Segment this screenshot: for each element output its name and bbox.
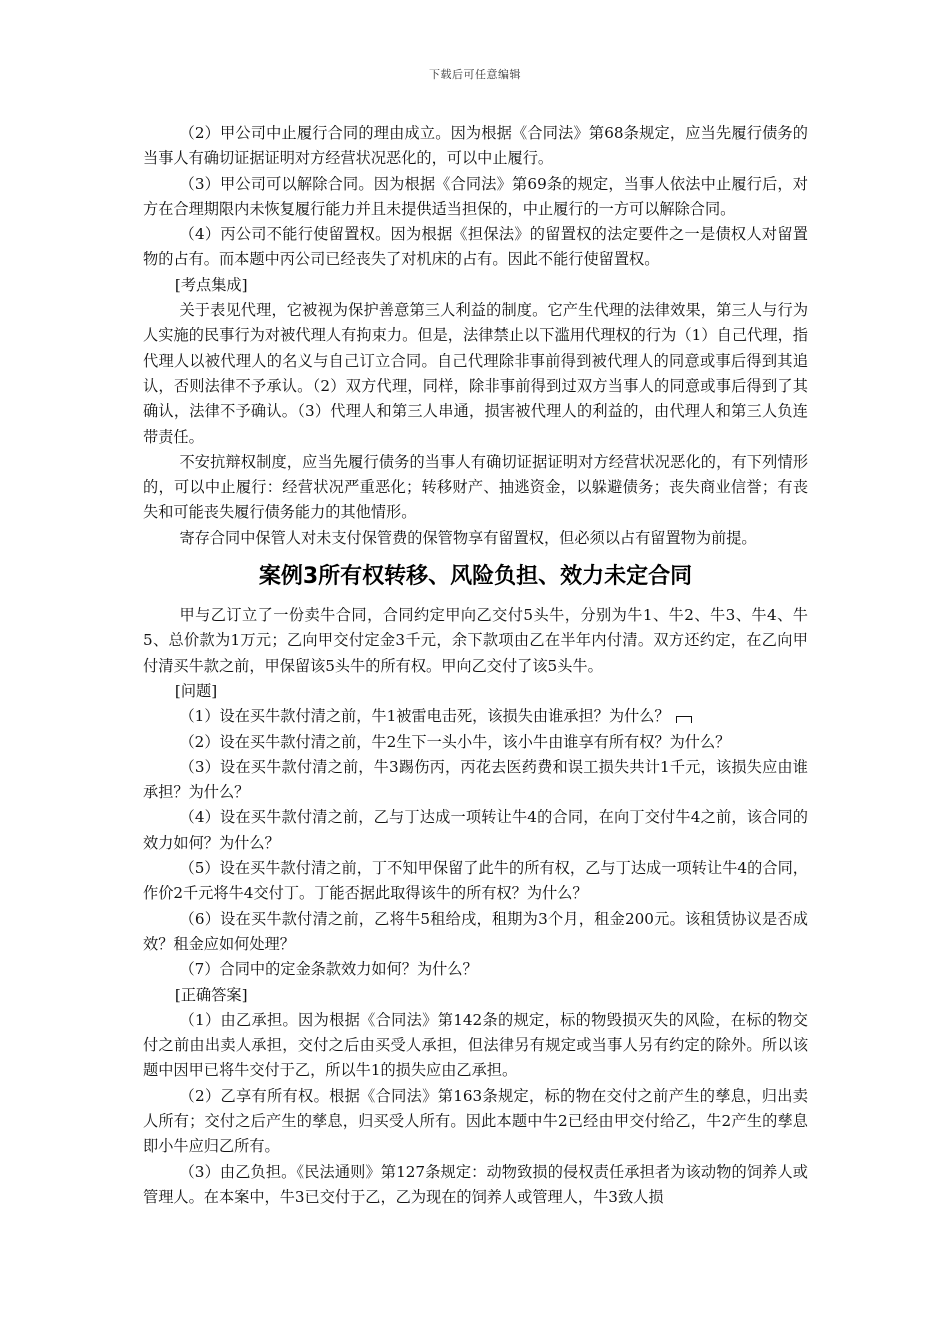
answer-3: （3）由乙负担。《民法通则》第127条规定：动物致损的侵权责任承担者为该动物的饲养人或管理人。在本案中，牛3已交付于乙，乙为现在的饲养人或管理人，牛3致人损 — [143, 1162, 808, 1206]
paragraph-4: （4）丙公司不能行使留置权。因为根据《担保法》的留置权的法定要件之一是债权人对留置物的占有。而本题中丙公司已经丧失了对机床的占有。因此不能行使留置权。 — [143, 225, 808, 269]
question-2: （2）设在买牛款付清之前，牛2生下一头小牛，该小牛由谁享有所有权？为什么？ — [179, 732, 731, 751]
questions-label: [问题] — [174, 681, 218, 700]
question-4: （4）设在买牛款付清之前，乙与丁达成一项转让牛4的合同，在向丁交付牛4之前，该合同的效力如何？为什么？ — [143, 808, 808, 852]
document-body — [143, 121, 808, 1210]
question-1-text: （1）设在买牛款付清之前，牛1被雷电击死，该损失由谁承担？为什么？ — [179, 707, 670, 726]
paragraph-3: （3）甲公司可以解除合同。因为根据《合同法》第69条的规定，当事人依法中止履行后，对方在合理期限内未恢复履行能力并且未提供适当担保的，中止履行的一方可以解除合同。 — [143, 174, 808, 218]
key-points-label: [考点集成] — [174, 275, 248, 294]
answer-2: （2）乙享有所有权。根据《合同法》第163条规定，标的物在交付之前产生的孳息，归出卖人所有；交付之后产生的孳息，归买受人所有。因此本题中牛2已经由甲交付给乙，牛2产生的孳息即小牛应归乙所有。 — [143, 1086, 808, 1156]
paragraph-defense-right: 不安抗辩权制度，应当先履行债务的当事人有确切证据证明对方经营状况恶化的，有下列情形的，可以中止履行：经营状况严重恶化；转移财产、抽逃资金，以躲避债务；丧失商业信誉；有丧失和可能丧失履行债务能力的其他情形。 — [143, 452, 808, 522]
section-title: 案例3所有权转移、风险负担、效力未定合同 — [258, 564, 693, 590]
question-3: （3）设在买牛款付清之前，牛3踢伤丙，丙花去医药费和误工损失共计1千元，该损失应由谁承担？为什么？ — [143, 757, 808, 802]
answers-label: [正确答案] — [174, 985, 248, 1004]
paragraph-2: （2）甲公司中止履行合同的理由成立。因为根据《合同法》第68条规定，应当先履行债务的当事人有确切证据证明对方经营状况恶化的，可以中止履行。 — [143, 124, 808, 168]
answer-1: （1）由乙承担。因为根据《合同法》第142条的规定，标的物毁损灭失的风险，在标的物交付之前由出卖人承担，交付之后由买受人承担，但法律另有规定或当事人另有约定的除外。所以该题中因甲已将牛交付于乙，所以牛1的损失应由乙承担。 — [143, 1010, 808, 1080]
question-6: （6）设在买牛款付清之前，乙将牛5租给戌，租期为3个月，租金200元。该租赁协议是否成效？租金应如何处理？ — [143, 909, 808, 953]
question-1 — [143, 704, 808, 729]
question-7: （7）合同中的定金条款效力如何？为什么？ — [179, 960, 478, 979]
paragraph-lien: 寄存合同中保管人对未支付保管费的保管物享有留置权，但必须以占有留置物为前提。 — [179, 528, 757, 547]
text-cursor-icon — [676, 716, 692, 723]
page-header: 下载后可任意编辑 — [429, 68, 521, 81]
case-description: 甲与乙订立了一份卖牛合同，合同约定甲向乙交付5头牛，分别为牛1、牛2、牛3、牛4、牛5、总价款为1万元；乙向甲交付定金3千元，余下款项由乙在半年内付清。双方还约定，在乙向甲付清买牛款之前，甲保留该5头牛的所有权。甲向乙交付了该5头牛。 — [143, 606, 808, 675]
question-5: （5）设在买牛款付清之前，丁不知甲保留了此牛的所有权，乙与丁达成一项转让牛4的合同，作价2千元将牛4交付丁。丁能否据此取得该牛的所有权？为什么？ — [143, 859, 808, 903]
paragraph-apparent-agency: 关于表见代理，它被视为保护善意第三人利益的制度。它产生代理的法律效果，第三人与行为人实施的民事行为对被代理人有拘束力。但是，法律禁止以下滥用代理权的行为（1）自己代理，指代理人以被代理人的名义与自己订立合同。自己代理除非事前得到被代理人的同意或事后得到其追认，否则法律不予承认。（2）双方代理，同样，除非事前得到过双方当事人的同意或事后得到了其确认，法律不予确认。（3）代理人和第三人串通，损害被代理人的利益的，由代理人和第三人负连带责任。 — [143, 301, 808, 446]
